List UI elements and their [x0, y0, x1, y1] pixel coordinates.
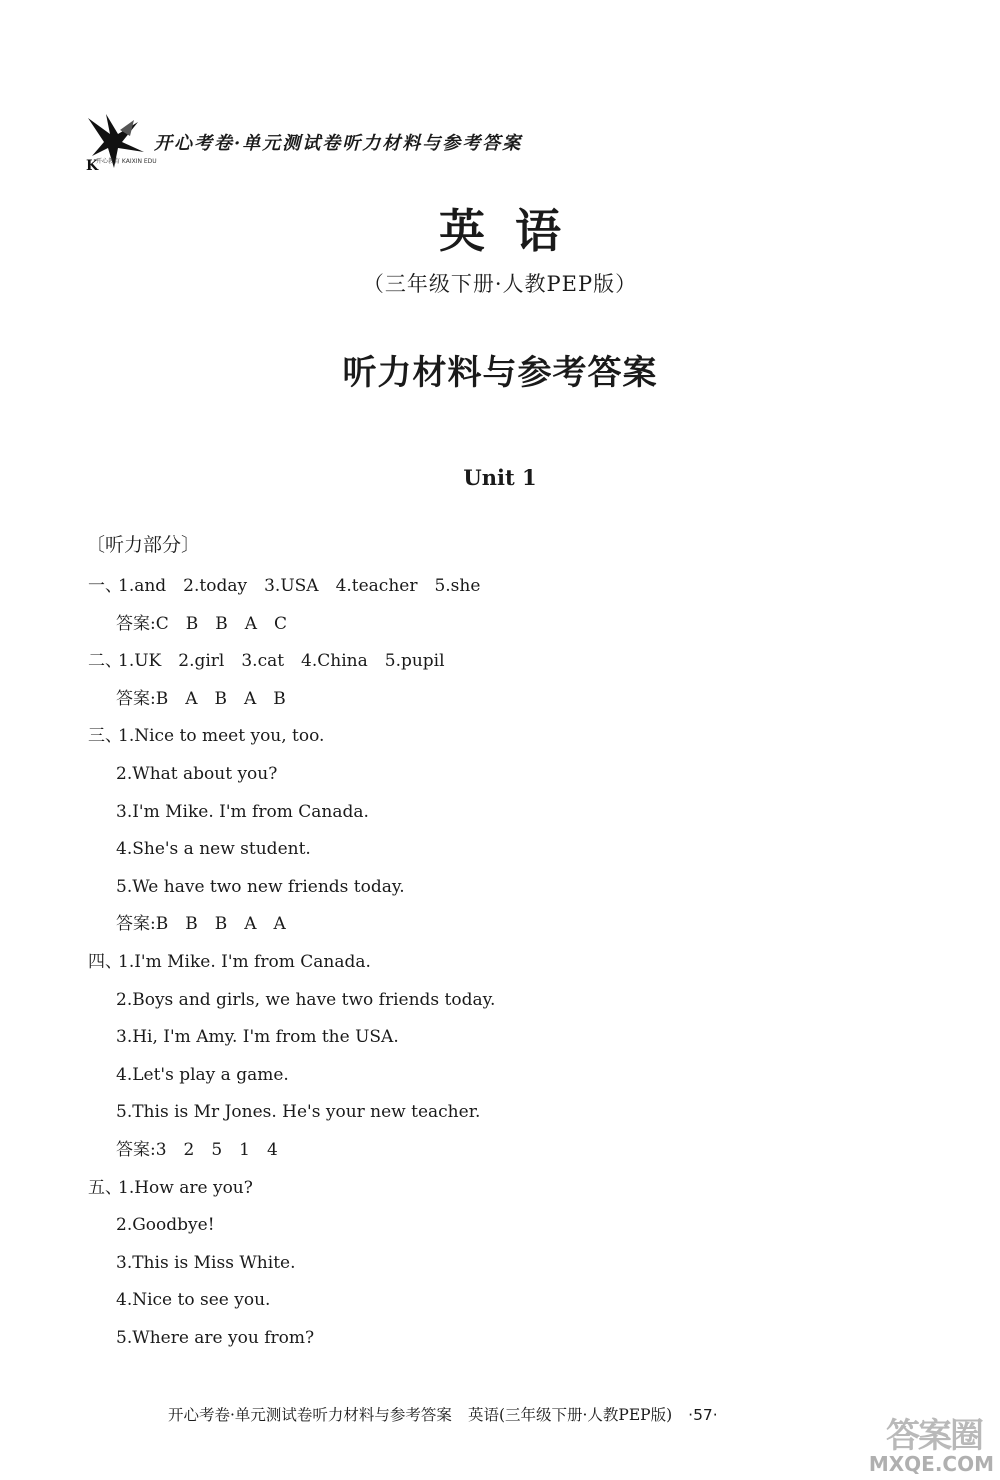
line-text: 4.Let's play a game. — [116, 1064, 289, 1085]
line-text: 5.This is Mr Jones. He's your new teacher. — [116, 1102, 481, 1123]
main-title: 听力材料与参考答案 — [342, 353, 658, 393]
line-text: 1.UK 2.girl 3.cat 4.China 5.pupil — [118, 651, 445, 672]
answer-line — [88, 1207, 908, 1245]
line-text: 5.We have two new friends today. — [116, 876, 405, 897]
answer-line — [88, 794, 908, 832]
logo-text: 开心教育 KAIXIN EDU — [96, 158, 157, 165]
line-text: 1.and 2.today 3.USA 4.teacher 5.she — [118, 576, 481, 596]
answer-line — [88, 756, 908, 794]
question-number: 三、 — [88, 726, 122, 747]
unit-title: Unit 1 — [463, 465, 537, 490]
question-line — [88, 643, 908, 681]
answer-line — [88, 831, 908, 869]
answer-line — [88, 1320, 908, 1358]
question-number: 二、 — [88, 651, 122, 672]
line-text: 4.Nice to see you. — [116, 1290, 271, 1311]
subject-title: 英语 — [439, 204, 591, 258]
edition-subtitle: （三年级下册·人教PEP版） — [362, 272, 638, 296]
page-footer — [168, 1403, 718, 1425]
answer-line — [88, 1019, 908, 1057]
question-line — [88, 568, 908, 606]
section-label: 〔听力部分〕 — [86, 534, 201, 556]
answer-line — [88, 681, 908, 719]
line-text: 1.How are you? — [118, 1177, 253, 1198]
question-number: 一、 — [88, 576, 122, 596]
svg-text:K: K — [86, 158, 99, 172]
question-line — [88, 944, 908, 982]
answer-line — [88, 1132, 908, 1170]
line-text: 1.I'm Mike. I'm from Canada. — [118, 951, 371, 972]
line-text: 答案:B B B A A — [116, 914, 286, 935]
line-text: 3.Hi, I'm Amy. I'm from the USA. — [116, 1027, 399, 1048]
line-text: 3.I'm Mike. I'm from Canada. — [116, 801, 369, 822]
question-number: 五、 — [88, 1177, 122, 1198]
watermark-url: MXQE.COM — [868, 1452, 994, 1476]
line-text: 答案:3 2 5 1 4 — [116, 1139, 278, 1160]
page-number: ·57· — [688, 1406, 718, 1424]
line-text: 2.Boys and girls, we have two friends today. — [116, 989, 496, 1010]
answer-line — [88, 1094, 908, 1132]
page-header — [84, 112, 522, 172]
answer-line — [88, 606, 908, 644]
line-text: 答案:B A B A B — [116, 688, 286, 709]
answer-line — [88, 1057, 908, 1095]
answer-line — [88, 869, 908, 907]
answer-line — [88, 982, 908, 1020]
line-text: 答案:C B B A C — [116, 613, 288, 634]
site-watermark — [844, 1408, 994, 1476]
question-line — [88, 1170, 908, 1208]
line-text: 2.What about you? — [116, 763, 278, 784]
answer-list — [88, 568, 908, 1357]
line-text: 5.Where are you from? — [116, 1327, 315, 1348]
footer-series-title: 开心考卷·单元测试卷听力材料与参考答案 — [168, 1406, 452, 1424]
line-text: 1.Nice to meet you, too. — [118, 726, 325, 747]
publisher-logo — [84, 112, 157, 172]
question-line — [88, 718, 908, 756]
line-text: 3.This is Miss White. — [116, 1252, 296, 1273]
question-number: 四、 — [88, 951, 122, 972]
answer-line — [88, 1282, 908, 1320]
answer-line — [88, 906, 908, 944]
header-title: 开心考卷·单元测试卷听力材料与参考答案 — [154, 133, 523, 154]
footer-book-title: 英语(三年级下册·人教PEP版) — [467, 1406, 673, 1424]
watermark-logo-text: 答案圈 — [886, 1416, 982, 1456]
answer-line — [88, 1245, 908, 1283]
line-text: 4.She's a new student. — [116, 839, 311, 860]
line-text: 2.Goodbye! — [116, 1215, 215, 1236]
